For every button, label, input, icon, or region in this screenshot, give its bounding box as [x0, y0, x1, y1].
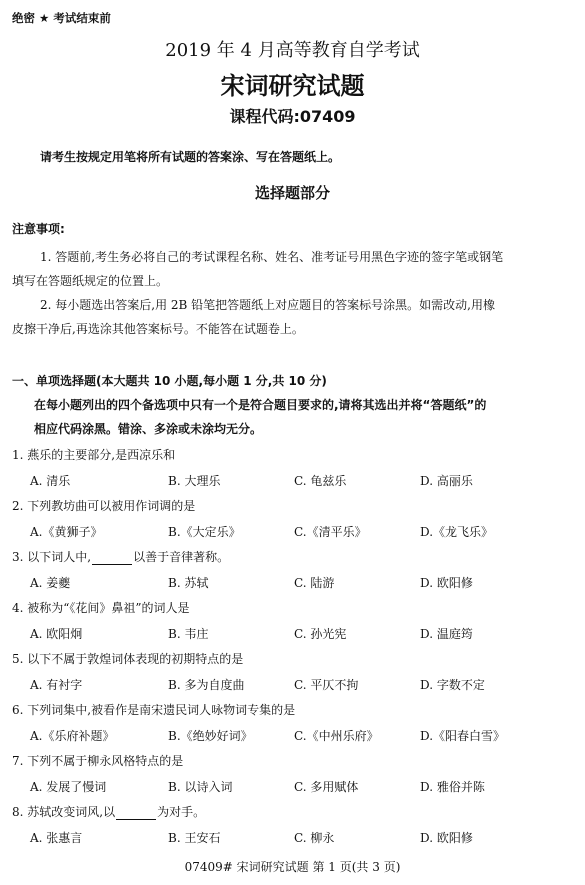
note-1-line-1: 1. 答题前,考生务必将自己的考试课程名称、姓名、准考证号用黑色字迹的签字笔或钢笔: [40, 250, 504, 264]
q4-option-b: B. 韦庄: [168, 627, 209, 641]
q5-option-b: B. 多为自度曲: [168, 678, 245, 692]
q5-option-d: D. 字数不定: [420, 678, 485, 692]
q1-option-c: C. 龟兹乐: [294, 474, 347, 488]
question-5: 5. 以下不属于敦煌词体表现的初期特点的是: [12, 652, 244, 666]
q5-option-a: A. 有衬字: [30, 678, 83, 692]
q2-option-a: A.《黄狮子》: [30, 525, 103, 539]
q4-option-d: D. 温庭筠: [420, 627, 473, 641]
note-1-line-2: 填写在答题纸规定的位置上。: [12, 274, 169, 288]
section-instruction-line-1: 在每小题列出的四个备选项中只有一个是符合题目要求的,请将其选出并将“答题纸”的: [34, 398, 487, 412]
q3-option-c: C. 陆游: [294, 576, 335, 590]
q6-option-b: B.《绝妙好词》: [168, 729, 253, 743]
question-1: 1. 燕乐的主要部分,是西凉乐和: [12, 448, 176, 462]
q6-option-d: D.《阳春白雪》: [420, 729, 506, 743]
q1-option-a: A. 清乐: [30, 474, 71, 488]
q3-option-d: D. 欧阳修: [420, 576, 473, 590]
notes-title: 注意事项:: [12, 222, 65, 236]
q4-option-c: C. 孙光宪: [294, 627, 347, 641]
note-2-line-2: 皮擦干净后,再选涂其他答案标号。不能答在试题卷上。: [12, 322, 304, 336]
q4-option-a: A. 欧阳炯: [30, 627, 83, 641]
q7-option-d: D. 雅俗并陈: [420, 780, 485, 794]
question-3-text-after: 以善于音律著称。: [133, 550, 230, 564]
q7-option-c: C. 多用赋体: [294, 780, 359, 794]
q7-option-b: B. 以诗入词: [168, 780, 233, 794]
q3-option-a: A. 姜夔: [30, 576, 71, 590]
question-3-text-before: 3. 以下词人中,: [12, 550, 92, 564]
course-title: 宋词研究试题: [220, 71, 365, 100]
question-3: [12, 548, 229, 565]
q2-option-b: B.《大定乐》: [168, 525, 241, 539]
question-2: 2. 下列教坊曲可以被用作词调的是: [12, 499, 196, 513]
q2-option-c: C.《清平乐》: [294, 525, 367, 539]
q8-option-c: C. 柳永: [294, 831, 335, 845]
section-header: 一、单项选择题(本大题共 10 小题,每小题 1 分,共 10 分): [12, 374, 327, 388]
answer-instruction: 请考生按规定用笔将所有试题的答案涂、写在答题纸上。: [40, 150, 341, 164]
q2-option-d: D.《龙飞乐》: [420, 525, 494, 539]
q6-option-a: A.《乐府补题》: [30, 729, 115, 743]
q8-option-b: B. 王安石: [168, 831, 221, 845]
q1-option-b: B. 大理乐: [168, 474, 221, 488]
q5-option-c: C. 平仄不拘: [294, 678, 359, 692]
part-title: 选择题部分: [254, 184, 330, 202]
confidential-label: 绝密 ★ 考试结束前: [12, 11, 111, 25]
section-instruction-line-2: 相应代码涂黑。错涂、多涂或未涂均无分。: [34, 422, 263, 436]
exam-title: 2019 年 4 月高等教育自学考试: [165, 40, 420, 61]
course-code: 课程代码:07409: [229, 107, 356, 126]
answer-blank: [116, 807, 156, 820]
question-4: 4. 被称为“《花间》鼻祖”的词人是: [12, 601, 190, 615]
q8-option-d: D. 欧阳修: [420, 831, 473, 845]
question-7: 7. 下列不属于柳永风格特点的是: [12, 754, 184, 768]
q8-option-a: A. 张惠言: [30, 831, 83, 845]
q7-option-a: A. 发展了慢词: [30, 780, 107, 794]
answer-blank: [92, 552, 132, 565]
page-footer: 07409# 宋词研究试题 第 1 页(共 3 页): [184, 860, 401, 874]
q1-option-d: D. 高丽乐: [420, 474, 473, 488]
q3-option-b: B. 苏轼: [168, 576, 209, 590]
note-2-line-1: 2. 每小题选出答案后,用 2B 铅笔把答题纸上对应题目的答案标号涂黑。如需改动,用橡: [40, 298, 495, 312]
q6-option-c: C.《中州乐府》: [294, 729, 379, 743]
question-8: [12, 803, 205, 820]
question-8-text-after: 为对手。: [157, 805, 206, 819]
question-8-text-before: 8. 苏轼改变词风,以: [12, 805, 116, 819]
question-6: 6. 下列词集中,被看作是南宋遗民词人咏物词专集的是: [12, 703, 296, 717]
